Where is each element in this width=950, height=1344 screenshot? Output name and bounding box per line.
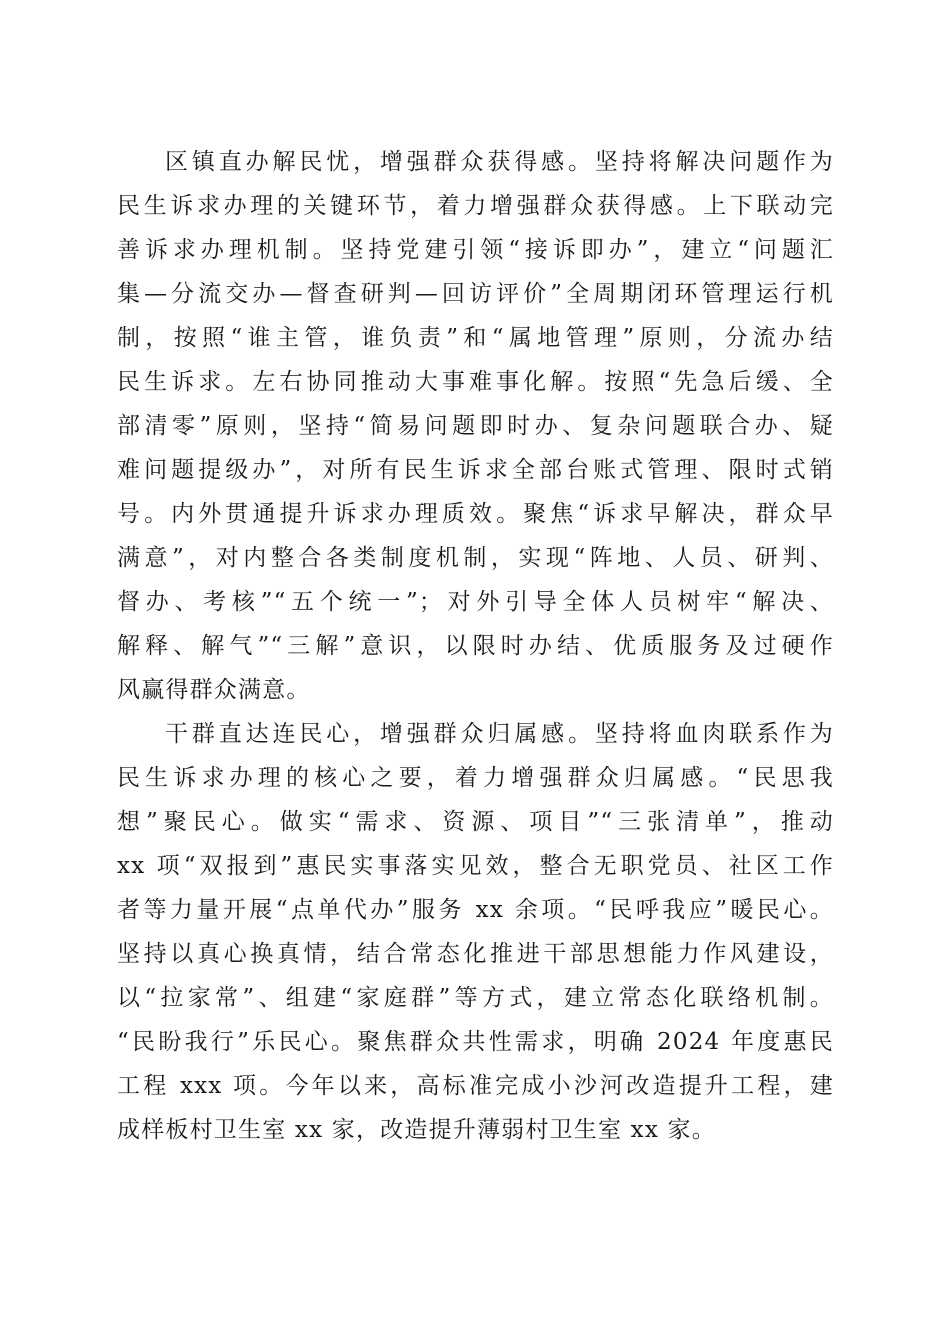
paragraph-grievance-handling xyxy=(117,140,834,712)
paragraph-line: 风赢得群众满意。 xyxy=(117,677,311,703)
paragraph-line: 坚持以真心换真情，结合常态化推进干部思想能力作风建设， xyxy=(117,941,834,967)
paragraph-line: 部清零”原则，坚持“简易问题即时办、复杂问题联合办、疑 xyxy=(117,413,834,439)
paragraph-line: 号。内外贯通提升诉求办理质效。聚焦“诉求早解决，群众早 xyxy=(117,501,834,527)
paragraph-line: 制，按照“谁主管，谁负责”和“属地管理”原则，分流办结 xyxy=(117,325,834,351)
paragraph-line: 以“拉家常”、组建“家庭群”等方式，建立常态化联络机制。 xyxy=(117,985,834,1011)
paragraph-line: “民盼我行”乐民心。聚焦群众共性需求，明确 2024 年度惠民 xyxy=(117,1029,834,1055)
paragraph-line: 成样板村卫生室 xx 家，改造提升薄弱村卫生室 xx 家。 xyxy=(117,1117,716,1143)
paragraph-line: 区镇直办解民忧，增强群众获得感。坚持将解决问题作为 xyxy=(165,149,834,175)
paragraph-line: 民生诉求办理的核心之要，着力增强群众归属感。“民思我 xyxy=(117,765,834,791)
paragraph-line: 满意”，对内整合各类制度机制，实现“阵地、人员、研判、 xyxy=(117,545,834,571)
paragraph-line: 工程 xxx 项。今年以来，高标准完成小沙河改造提升工程，建 xyxy=(117,1073,834,1099)
paragraph-line: 者等力量开展“点单代办”服务 xx 余项。“民呼我应”暖民心。 xyxy=(117,897,834,923)
paragraph-line: 解释、解气”“三解”意识，以限时办结、优质服务及过硬作 xyxy=(117,633,834,659)
paragraph-line: 民生诉求。左右协同推动大事难事化解。按照“先急后缓、全 xyxy=(117,369,834,395)
paragraph-line: 难问题提级办”，对所有民生诉求全部台账式管理、限时式销 xyxy=(117,457,834,483)
paragraph-line: 想”聚民心。做实“需求、资源、项目”“三张清单”，推动 xyxy=(117,809,834,835)
document-body xyxy=(117,140,834,1152)
paragraph-line: 民生诉求办理的关键环节，着力增强群众获得感。上下联动完 xyxy=(117,193,834,219)
paragraph-line: 善诉求办理机制。坚持党建引领“接诉即办”，建立“问题汇 xyxy=(117,237,834,263)
paragraph-line: 干群直达连民心，增强群众归属感。坚持将血肉联系作为 xyxy=(165,721,834,747)
paragraph-line: xx 项“双报到”惠民实事落实见效，整合无职党员、社区工作 xyxy=(117,853,834,879)
paragraph-line: 督办、考核”“五个统一”；对外引导全体人员树牢“解决、 xyxy=(117,589,834,615)
paragraph-cadre-connection xyxy=(117,712,834,1152)
paragraph-line: 集—分流交办—督查研判—回访评价”全周期闭环管理运行机 xyxy=(117,281,834,307)
